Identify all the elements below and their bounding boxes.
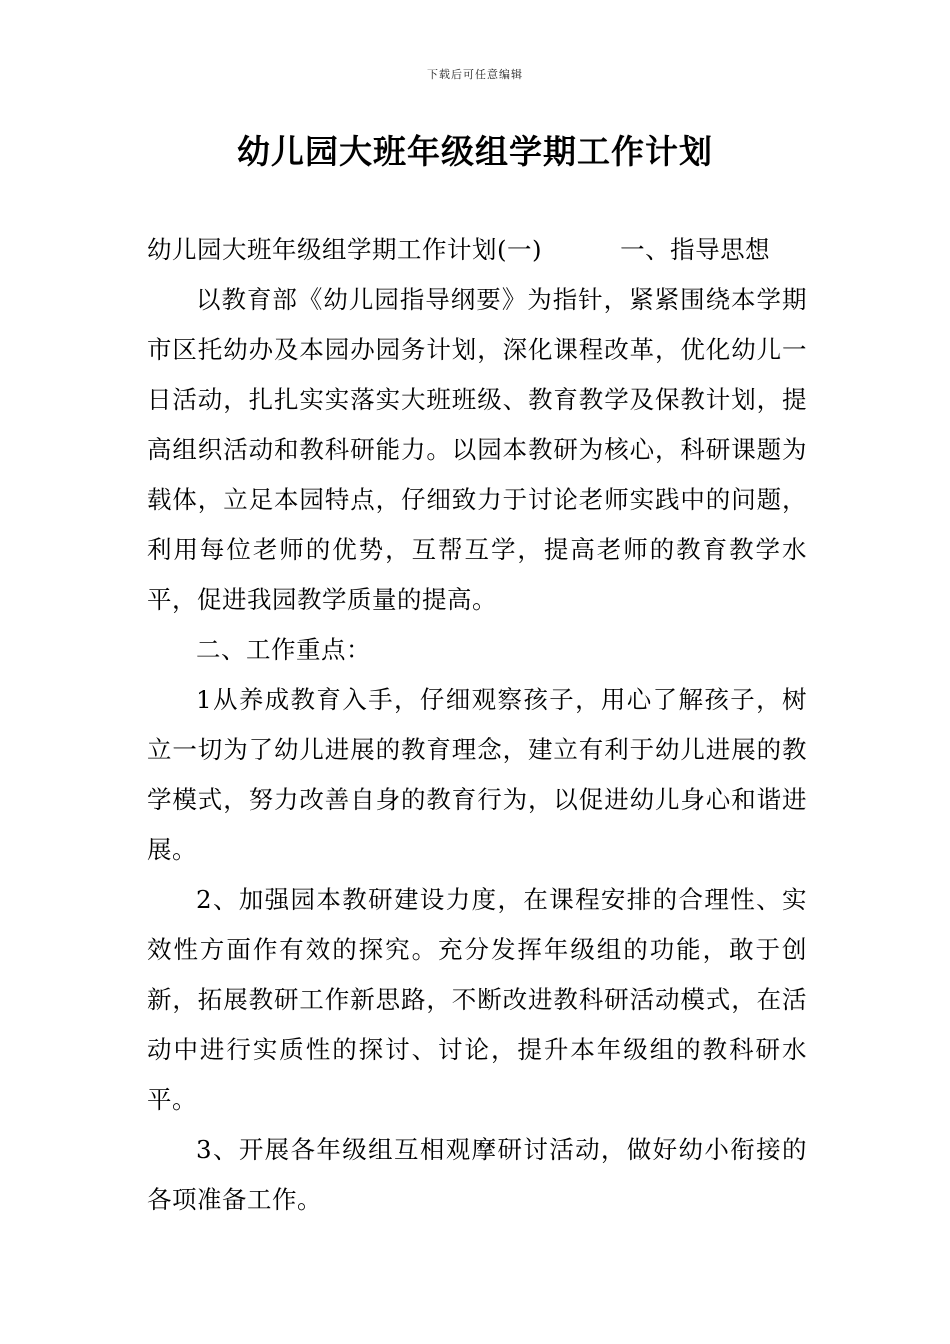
intro-line <box>147 225 807 275</box>
paragraph-point-3: 3、开展各年级组互相观摩研讨活动，做好幼小衔接的各项准备工作。 <box>147 1135 807 1214</box>
paragraph-point-2: 2、加强园本教研建设力度，在课程安排的合理性、实效性方面作有效的探究。充分发挥年级组的功能，敢于创新，拓展教研工作新思路，不断改进教科研活动模式，在活动中进行实质性的探讨、讨论，提升本年级组的教科研水平。 <box>147 885 807 1114</box>
section-heading-guiding-ideology: 一、指导思想 <box>620 235 771 264</box>
document-subtitle: 幼儿园大班年级组学期工作计划(一) <box>147 235 543 264</box>
document-body <box>147 225 807 1225</box>
section-heading-work-focus: 二、工作重点： <box>196 635 371 664</box>
paragraph-guiding-ideology: 以教育部《幼儿园指导纲要》为指针，紧紧围绕本学期市区托幼办及本园办园务计划，深化课程改革，优化幼儿一日活动，扎扎实实落实大班班级、教育教学及保教计划，提高组织活动和教科研能力。以园本教研为核心，科研课题为载体，立足本园特点，仔细致力于讨论老师实践中的问题，利用每位老师的优势，互帮互学，提高老师的教育教学水平，促进我园教学质量的提高。 <box>147 285 807 614</box>
document-title: 幼儿园大班年级组学期工作计划 <box>237 132 713 171</box>
paragraph-point-1: 1从养成教育入手，仔细观察孩子，用心了解孩子，树立一切为了幼儿进展的教育理念，建立有利于幼儿进展的教学模式，努力改善自身的教育行为，以促进幼儿身心和谐进展。 <box>147 685 807 864</box>
header-note: 下载后可任意编辑 <box>427 68 523 81</box>
